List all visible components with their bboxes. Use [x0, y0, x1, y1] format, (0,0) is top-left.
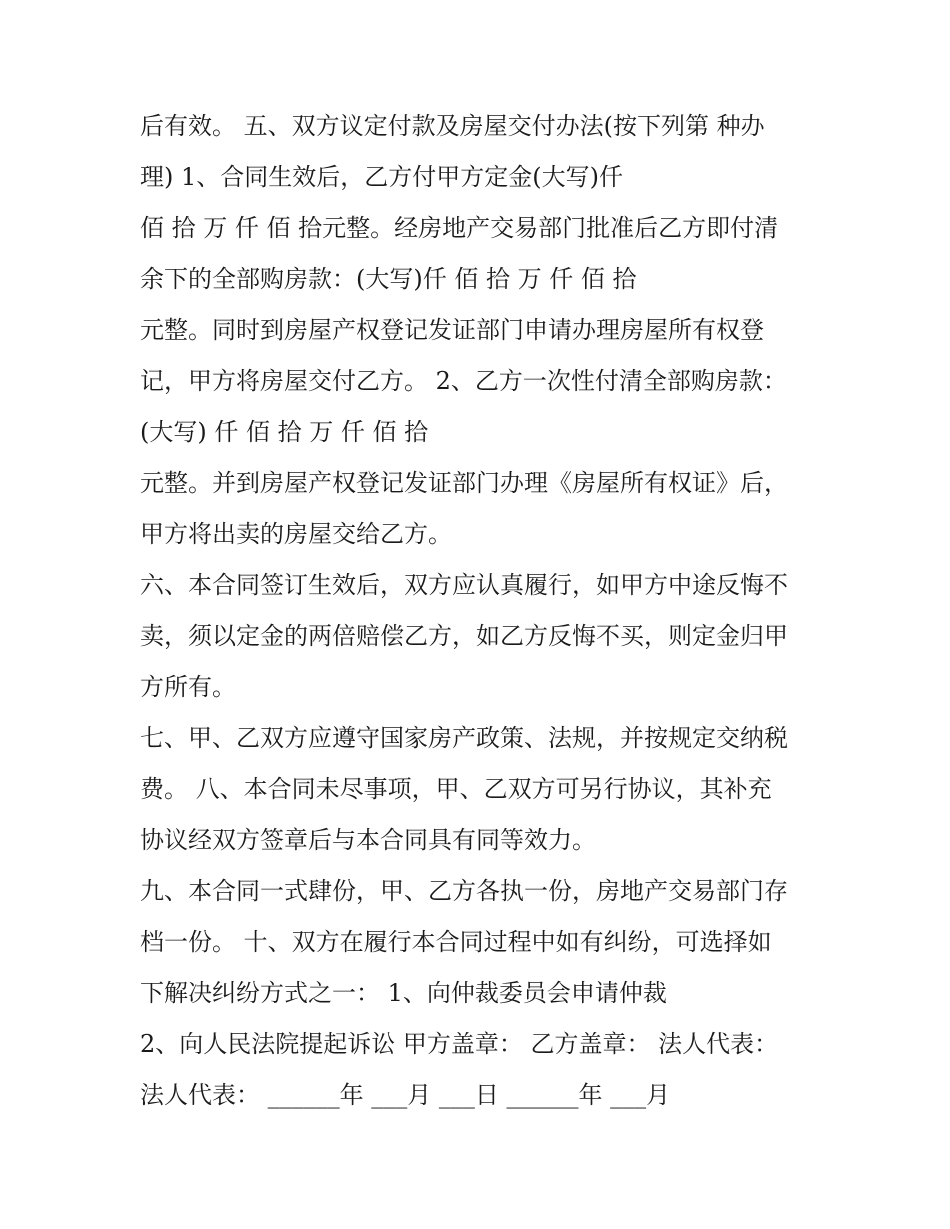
text-line: 元整。同时到房屋产权登记发证部门申请办理房屋所有权登 [140, 316, 764, 344]
text-line: 协议经双方签章后与本合同具有同等效力。 [140, 826, 596, 854]
text-line: 法人代表： ______年 ___月 ___日 ______年 ___月 [140, 1081, 671, 1109]
text-line: 记，甲方将房屋交付乙方。 2、乙方一次性付清全部购房款： [140, 367, 787, 395]
text-line: 费。 八、本合同未尽事项，甲、乙双方可另行协议，其补充 [140, 775, 772, 803]
text-line: 甲方将出卖的房屋交给乙方。 [140, 520, 452, 548]
text-line: 2、向人民法院提起诉讼 甲方盖章： 乙方盖章： 法人代表： [140, 1030, 779, 1058]
text-line: (大写) 仟 佰 拾 万 仟 佰 拾 [140, 418, 429, 446]
text-line: 卖，须以定金的两倍赔偿乙方，如乙方反悔不买，则定金归甲 [140, 622, 788, 650]
contract-text [140, 101, 820, 1121]
text-line: 余下的全部购房款：(大写)仟 佰 拾 万 仟 佰 拾 [140, 265, 637, 293]
text-line: 档一份。 十、双方在履行本合同过程中如有纠纷，可选择如 [140, 928, 772, 956]
text-line: 元整。并到房屋产权登记发证部门办理《房屋所有权证》后， [140, 469, 788, 497]
text-line: 七、甲、乙双方应遵守国家房产政策、法规，并按规定交纳税 [140, 724, 788, 752]
text-line: 六、本合同签订生效后，双方应认真履行，如甲方中途反悔不 [140, 571, 788, 599]
text-line: 九、本合同一式肆份，甲、乙方各执一份，房地产交易部门存 [140, 877, 788, 905]
text-line: 佰 拾 万 仟 佰 拾元整。经房地产交易部门批准后乙方即付清 [140, 214, 779, 242]
text-line: 理) 1、合同生效后，乙方付甲方定金(大写)仟 [140, 163, 623, 191]
text-line: 下解决纠纷方式之一： 1、向仲裁委员会申请仲裁 [140, 979, 667, 1007]
text-line: 后有效。 五、双方议定付款及房屋交付办法(按下列第 种办 [140, 112, 765, 140]
text-line: 方所有。 [140, 673, 236, 701]
